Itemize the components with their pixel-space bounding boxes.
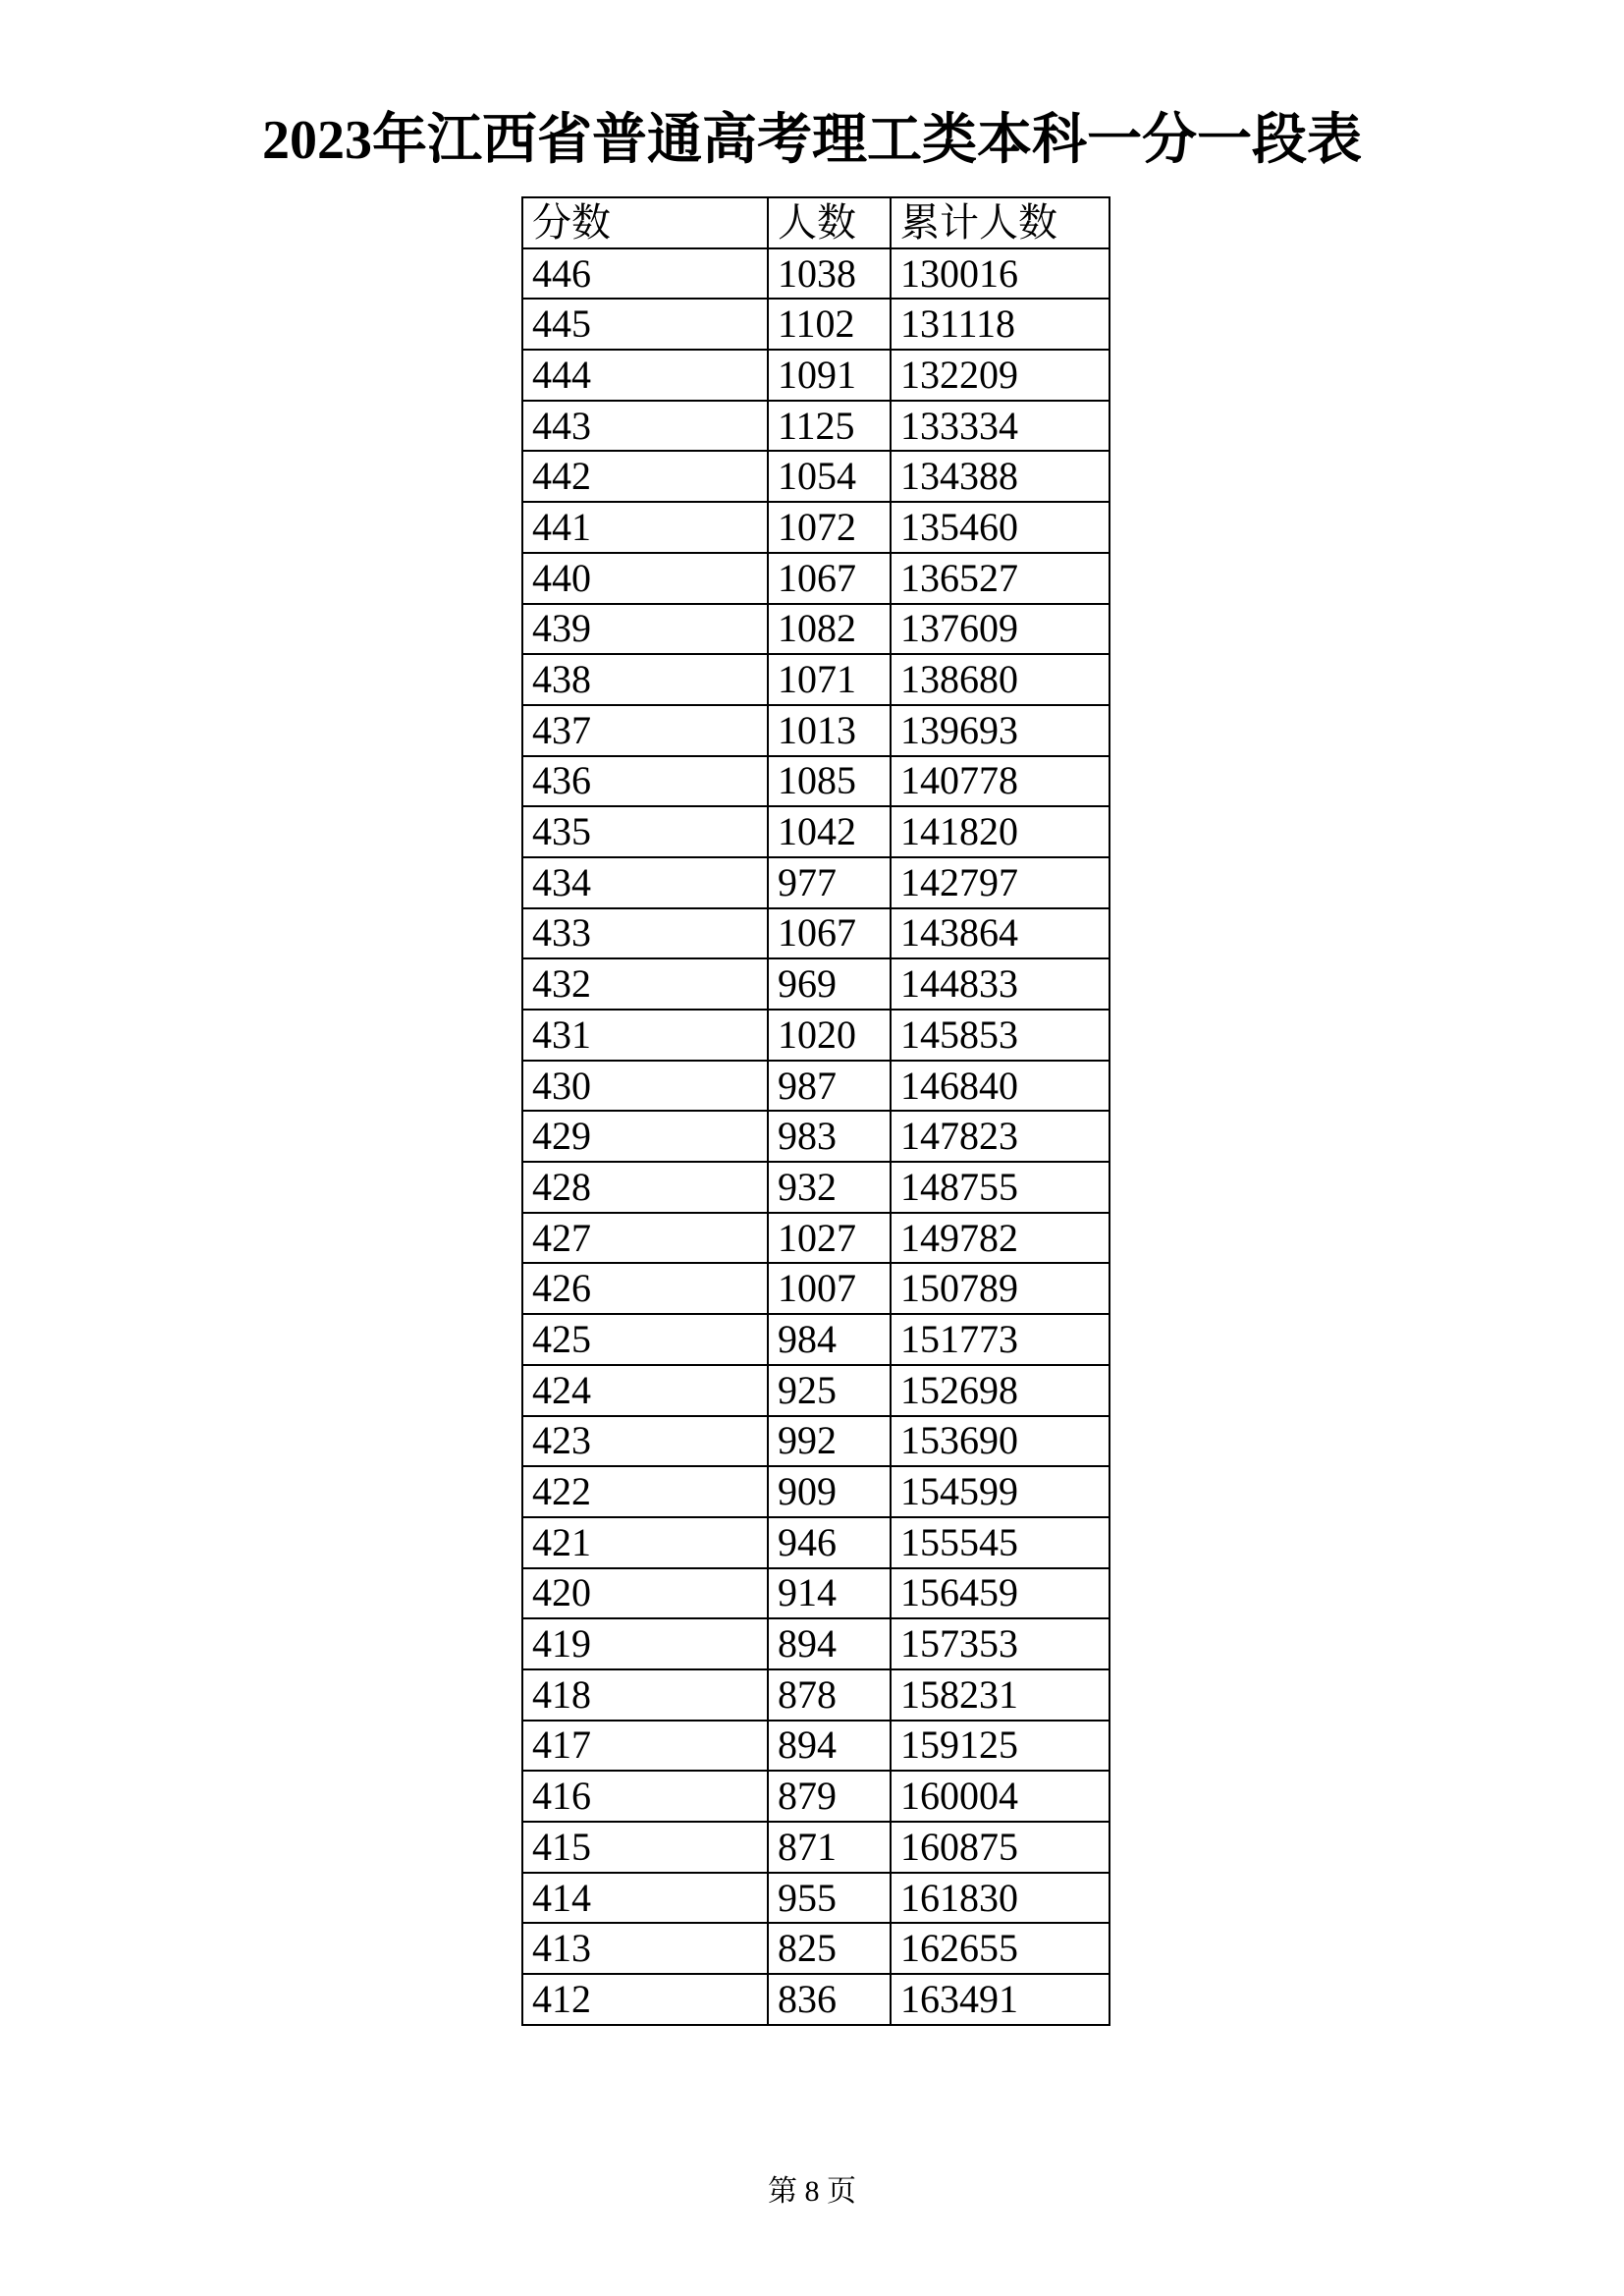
score-cell: 446 [522, 248, 768, 300]
table-row [522, 1923, 1110, 1974]
count-cell: 914 [768, 1568, 891, 1619]
cumulative-count-cell: 151773 [891, 1314, 1110, 1365]
score-cell: 430 [522, 1061, 768, 1112]
cumulative-count-cell: 130016 [891, 248, 1110, 300]
score-cell: 428 [522, 1162, 768, 1213]
score-cell: 422 [522, 1466, 768, 1517]
table-row [522, 1618, 1110, 1669]
count-cell: 836 [768, 1974, 891, 2025]
score-cell: 432 [522, 958, 768, 1010]
column-header-score: 分数 [522, 197, 768, 248]
count-cell: 992 [768, 1416, 891, 1467]
cumulative-count-cell: 156459 [891, 1568, 1110, 1619]
count-cell: 1085 [768, 756, 891, 807]
count-cell: 909 [768, 1466, 891, 1517]
score-cell: 441 [522, 502, 768, 553]
table-row [522, 1061, 1110, 1112]
cumulative-count-cell: 146840 [891, 1061, 1110, 1112]
cumulative-count-cell: 143864 [891, 908, 1110, 959]
table-row [522, 553, 1110, 604]
table-row [522, 1314, 1110, 1365]
page-number: 第 8 页 [768, 2175, 856, 2208]
cumulative-count-cell: 133334 [891, 401, 1110, 452]
count-cell: 932 [768, 1162, 891, 1213]
score-cell: 413 [522, 1923, 768, 1974]
table-row [522, 1974, 1110, 2025]
score-cell: 437 [522, 705, 768, 756]
table-row [522, 1416, 1110, 1467]
cumulative-count-cell: 148755 [891, 1162, 1110, 1213]
table-header-row [522, 197, 1110, 248]
score-cell: 416 [522, 1771, 768, 1822]
score-cell: 425 [522, 1314, 768, 1365]
table-row [522, 756, 1110, 807]
cumulative-count-cell: 150789 [891, 1263, 1110, 1314]
cumulative-count-cell: 138680 [891, 654, 1110, 705]
score-cell: 424 [522, 1365, 768, 1416]
cumulative-count-cell: 144833 [891, 958, 1110, 1010]
score-cell: 433 [522, 908, 768, 959]
count-cell: 1071 [768, 654, 891, 705]
count-cell: 1042 [768, 806, 891, 857]
table-row [522, 654, 1110, 705]
score-cell: 426 [522, 1263, 768, 1314]
score-cell: 436 [522, 756, 768, 807]
table-row [522, 350, 1110, 401]
count-cell: 1054 [768, 451, 891, 502]
table-header [522, 197, 1110, 248]
table-row [522, 248, 1110, 300]
score-cell: 412 [522, 1974, 768, 2025]
table-row [522, 1162, 1110, 1213]
score-cell: 419 [522, 1618, 768, 1669]
count-cell: 984 [768, 1314, 891, 1365]
count-cell: 983 [768, 1111, 891, 1162]
count-cell: 946 [768, 1517, 891, 1568]
table-row [522, 1365, 1110, 1416]
table-row [522, 958, 1110, 1010]
cumulative-count-cell: 135460 [891, 502, 1110, 553]
table-row [522, 1669, 1110, 1721]
cumulative-count-cell: 160875 [891, 1822, 1110, 1873]
page-title: 2023年江西省普通高考理工类本科一分一段表 [262, 110, 1362, 171]
table-row [522, 401, 1110, 452]
cumulative-count-cell: 160004 [891, 1771, 1110, 1822]
table-row [522, 1568, 1110, 1619]
score-cell: 421 [522, 1517, 768, 1568]
cumulative-count-cell: 142797 [891, 857, 1110, 908]
count-cell: 894 [768, 1618, 891, 1669]
score-cell: 414 [522, 1873, 768, 1924]
cumulative-count-cell: 134388 [891, 451, 1110, 502]
count-cell: 1102 [768, 299, 891, 350]
score-cell: 442 [522, 451, 768, 502]
table-row [522, 604, 1110, 655]
cumulative-count-cell: 141820 [891, 806, 1110, 857]
table-body [522, 248, 1110, 2025]
cumulative-count-cell: 140778 [891, 756, 1110, 807]
count-cell: 1020 [768, 1010, 891, 1061]
count-cell: 925 [768, 1365, 891, 1416]
cumulative-count-cell: 132209 [891, 350, 1110, 401]
cumulative-count-cell: 158231 [891, 1669, 1110, 1721]
count-cell: 894 [768, 1721, 891, 1772]
cumulative-count-cell: 162655 [891, 1923, 1110, 1974]
score-cell: 429 [522, 1111, 768, 1162]
score-cell: 435 [522, 806, 768, 857]
cumulative-count-cell: 161830 [891, 1873, 1110, 1924]
count-cell: 1082 [768, 604, 891, 655]
table-row [522, 806, 1110, 857]
count-cell: 955 [768, 1873, 891, 1924]
table-row [522, 1822, 1110, 1873]
cumulative-count-cell: 159125 [891, 1721, 1110, 1772]
column-header-count: 人数 [768, 197, 891, 248]
score-cell: 440 [522, 553, 768, 604]
table-row [522, 1517, 1110, 1568]
table-row [522, 299, 1110, 350]
cumulative-count-cell: 149782 [891, 1213, 1110, 1264]
score-cell: 431 [522, 1010, 768, 1061]
table-row [522, 1721, 1110, 1772]
score-cell: 439 [522, 604, 768, 655]
count-cell: 1072 [768, 502, 891, 553]
cumulative-count-cell: 155545 [891, 1517, 1110, 1568]
table-row [522, 1111, 1110, 1162]
count-cell: 1067 [768, 908, 891, 959]
count-cell: 977 [768, 857, 891, 908]
score-cell: 443 [522, 401, 768, 452]
table-row [522, 857, 1110, 908]
count-cell: 1067 [768, 553, 891, 604]
score-cell: 434 [522, 857, 768, 908]
score-cell: 417 [522, 1721, 768, 1772]
cumulative-count-cell: 152698 [891, 1365, 1110, 1416]
cumulative-count-cell: 145853 [891, 1010, 1110, 1061]
count-cell: 1125 [768, 401, 891, 452]
count-cell: 1091 [768, 350, 891, 401]
cumulative-count-cell: 154599 [891, 1466, 1110, 1517]
score-cell: 427 [522, 1213, 768, 1264]
score-cell: 415 [522, 1822, 768, 1873]
score-cell: 444 [522, 350, 768, 401]
count-cell: 969 [768, 958, 891, 1010]
cumulative-count-cell: 137609 [891, 604, 1110, 655]
score-distribution-table [521, 196, 1110, 2026]
table-row [522, 1010, 1110, 1061]
score-cell: 418 [522, 1669, 768, 1721]
cumulative-count-cell: 153690 [891, 1416, 1110, 1467]
table-row [522, 1771, 1110, 1822]
cumulative-count-cell: 157353 [891, 1618, 1110, 1669]
cumulative-count-cell: 136527 [891, 553, 1110, 604]
cumulative-count-cell: 139693 [891, 705, 1110, 756]
count-cell: 1038 [768, 248, 891, 300]
table-row [522, 1213, 1110, 1264]
score-cell: 438 [522, 654, 768, 705]
table-row [522, 451, 1110, 502]
count-cell: 1027 [768, 1213, 891, 1264]
count-cell: 987 [768, 1061, 891, 1112]
cumulative-count-cell: 163491 [891, 1974, 1110, 2025]
table-row [522, 1466, 1110, 1517]
column-header-cumulative-count: 累计人数 [891, 197, 1110, 248]
table-row [522, 908, 1110, 959]
table-row [522, 1873, 1110, 1924]
table-row [522, 502, 1110, 553]
score-cell: 445 [522, 299, 768, 350]
cumulative-count-cell: 131118 [891, 299, 1110, 350]
count-cell: 825 [768, 1923, 891, 1974]
score-cell: 420 [522, 1568, 768, 1619]
count-cell: 878 [768, 1669, 891, 1721]
score-cell: 423 [522, 1416, 768, 1467]
count-cell: 871 [768, 1822, 891, 1873]
cumulative-count-cell: 147823 [891, 1111, 1110, 1162]
count-cell: 1013 [768, 705, 891, 756]
table-row [522, 705, 1110, 756]
table-row [522, 1263, 1110, 1314]
count-cell: 1007 [768, 1263, 891, 1314]
count-cell: 879 [768, 1771, 891, 1822]
